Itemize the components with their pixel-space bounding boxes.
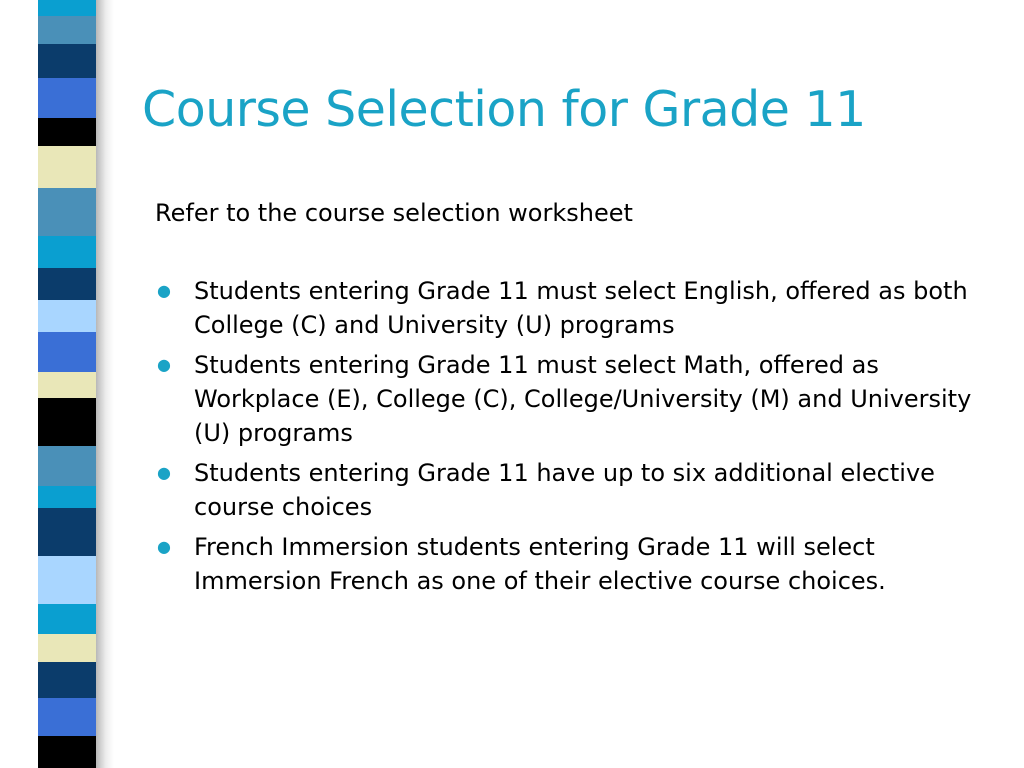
bullet-text: Students entering Grade 11 have up to six additional elective course choices [194, 459, 935, 521]
stripe-block [38, 188, 96, 236]
bullet-text: French Immersion students entering Grade 11 will select Immersion French as one of their elective course choices. [194, 533, 886, 595]
stripe-block [38, 398, 96, 446]
intro-text: Refer to the course selection worksheet [155, 199, 633, 227]
decorative-stripe-band [38, 0, 96, 768]
stripe-block [38, 332, 96, 372]
bullet-list [155, 274, 975, 598]
bullet-text: Students entering Grade 11 must select Math, offered as Workplace (E), College (C), College/University (M) and University (U) programs [194, 351, 972, 447]
stripe-block [38, 372, 96, 398]
stripe-block [38, 300, 96, 332]
stripe-block [38, 146, 96, 188]
bullet-item [155, 274, 975, 342]
stripe-block [38, 604, 96, 634]
bullet-dot-icon: ● [157, 281, 171, 300]
stripe-block [38, 446, 96, 486]
bullet-item [155, 456, 975, 524]
bullet-item [155, 348, 975, 450]
stripe-block [38, 662, 96, 698]
stripe-block [38, 556, 96, 604]
bullet-dot-icon: ● [157, 537, 171, 556]
slide-title: Course Selection for Grade 11 [142, 81, 866, 138]
stripe-block [38, 508, 96, 556]
stripe-block [38, 236, 96, 268]
bullet-dot-icon: ● [157, 355, 171, 374]
stripe-block [38, 78, 96, 118]
stripe-block [38, 634, 96, 662]
stripe-block [38, 736, 96, 768]
stripe-block [38, 118, 96, 146]
bullet-dot-icon: ● [157, 463, 171, 482]
bullet-text: Students entering Grade 11 must select English, offered as both College (C) and University (U) programs [194, 277, 968, 339]
stripe-block [38, 698, 96, 736]
stripe-block [38, 44, 96, 78]
slide-body [155, 196, 975, 604]
bullet-item [155, 530, 975, 598]
stripe-block [38, 16, 96, 44]
stripe-block [38, 486, 96, 508]
stripe-shadow [96, 0, 114, 768]
stripe-block [38, 268, 96, 300]
stripe-block [38, 0, 96, 16]
